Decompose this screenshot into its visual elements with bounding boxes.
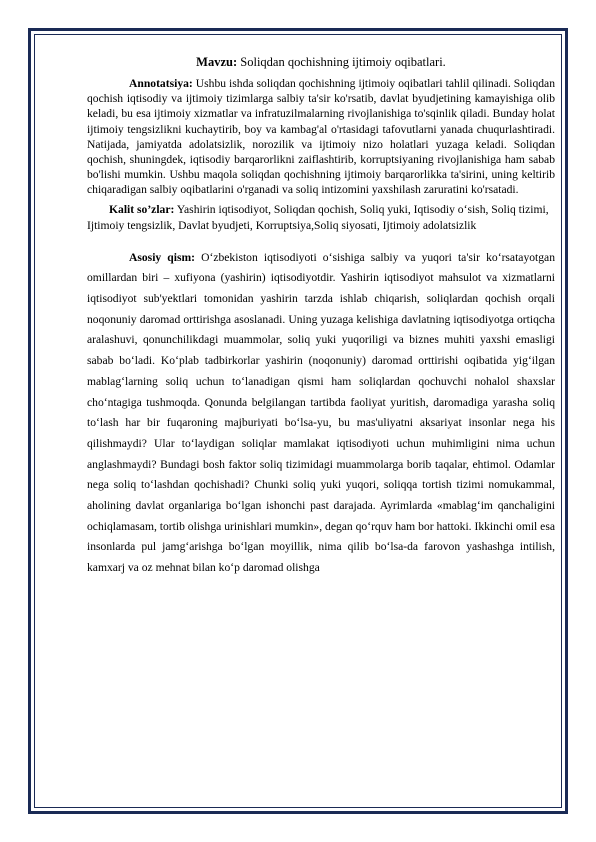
title-label: Mavzu:	[196, 55, 238, 69]
keywords-text: Yashirin iqtisodiyot, Soliqdan qochish, Soliq yuki, Iqtisodiy o‘sish, Soliq tizimi, Ijtimoiy tengsizlik, Davlat byudjeti, Korruptsiya,Soliq siyosati, Ijtimoiy adolatsizlik	[87, 202, 549, 232]
document-body	[87, 54, 555, 579]
keywords-paragraph	[87, 202, 555, 234]
keywords-label: Kalit so’zlar:	[109, 202, 175, 216]
page-title	[87, 54, 555, 70]
main-text: O‘zbekiston iqtisodiyoti o‘sishiga salbiy va yuqori ta'sir ko‘rsatayotgan omillardan biri – xufiyona (yashirin) iqtisodiyotdir. Yashirin iqtisodiyot mahsulot va xizmatlarni iqtisodiyot sub'yektlari tomonidan yashirin tarzda ishlab chiqarish, soliqlardan qochish orqali noqonuniy daromad orttirishga asoslanadi. Uning yuzaga kelishiga davlatning iqtisodiyotga ortiqcha aralashuvi, qonunchilikdagi muammolar, soliq yuki yuqoriligi va biznes muhiti yaxshi emasligi sabab bo‘ladi. Ko‘plab tadbirkorlar yashirin (noqonuniy) daromad orttirishi oqibatida yig‘ilgan mablag‘larning soliq uchun to‘lanadigan qismi ham soliqlardan qochuvchi nohalol shaxslar cho‘ntagiga tushmoqda. Qonunda belgilangan tartibda faoliyat yuritish, daromadiga yarasha soliq to‘lash har bir fuqaroning majburiyati bo‘lsa-yu, bu mas'uliyatni aksariyat insonlar nega his qilishmaydi? Ular to‘laydigan soliqlar mamlakat iqtisodiyoti uchun muhimligini nima uchun anglashmaydi? Bundagi bosh faktor soliq tizimidagi muammolarga borib taqalar, ehtimol. Odamlar nega soliq to‘lashdan qochishadi? Chunki soliq yuki yuqori, soliqqa tortish tizimi nomukammal, aholining davlat organlariga bo‘lgan ishonchi past darajada. Ayrimlarda «mablag‘im qanchaligini ochiqlamasam, tortib olishga urinishlari mumkin», degan qo‘rquv ham bor hattoki. Ikkinchi omil esa insonlarda pul jamg‘arishga bo‘lgan moyillik, nima qilib bo‘lsa-da farovon yashashga intilish, kamxarj va oz mehnat bilan ko‘p daromad olishga	[87, 250, 556, 575]
abstract-label: Annotatsiya:	[129, 77, 193, 90]
main-label: Asosiy qism:	[129, 250, 196, 264]
abstract-paragraph	[87, 76, 555, 198]
abstract-text: Ushbu ishda soliqdan qochishning ijtimoiy oqibatlari tahlil qilinadi. Soliqdan qochish iqtisodiy va ijtimoiy tizimlarga salbiy ta'sir ko'rsatib, davlat byudjetining kamayishiga olib keladi, bu esa ijtimoiy xizmatlar va infratuzilmalarning rivojlanishiga to'sqinlik qiladi. Bunday holat ijtimoiy tengsizlikni kuchaytirib, boy va kambag'al o'rtasidagi tafovutlarni yanada chuqurlashtiradi. Natijada, jamiyatda adolatsizlik, norozilik va ijtimoiy nizo holatlari yuzaga keladi. Soliqdan qochish, shuningdek, iqtisodiy barqarorlikni zaiflashtirib, korruptsiyaning rivojlanishiga ham sabab bo'lishi mumkin. Ushbu maqola soliqdan qochishning ijtimoiy barqarorlikka ta'sirini, uning keltirib chiqaradigan salbiy oqibatlarini o'rganadi va soliq intizomini yaxshilash zaruratini ko'rsatadi.	[87, 77, 555, 197]
main-paragraph	[87, 248, 555, 579]
title-text: Soliqdan qochishning ijtimoiy oqibatlari.	[237, 55, 446, 69]
